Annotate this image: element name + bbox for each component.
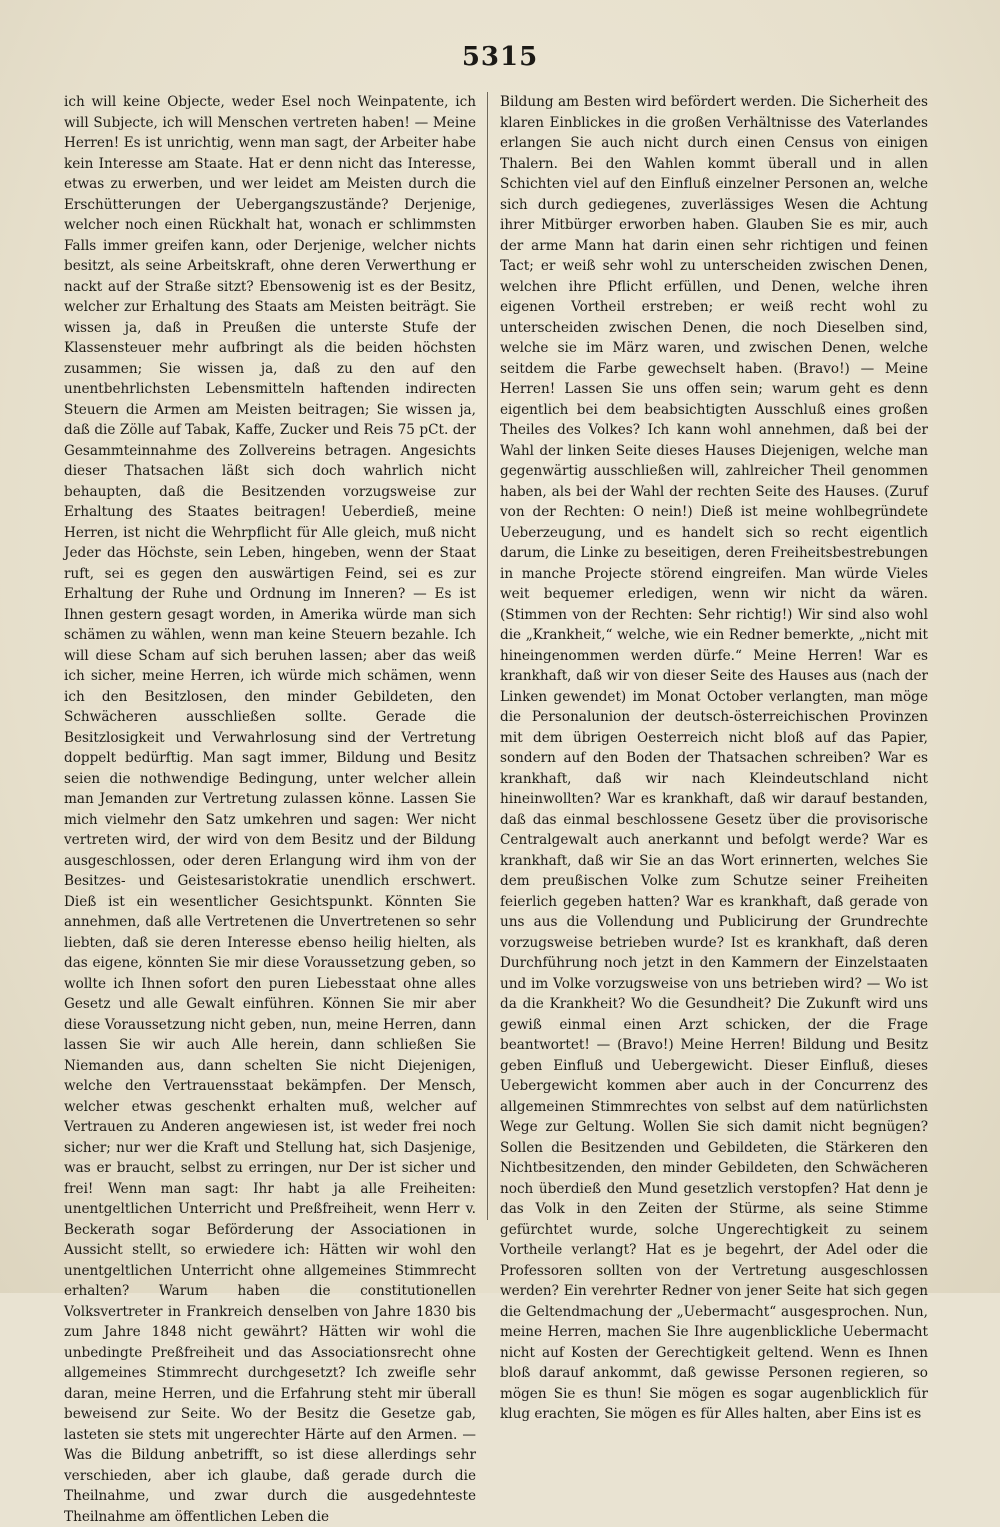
column-divider xyxy=(487,92,488,1220)
right-column-text: Bildung am Besten wird befördert werden. Die Sicherheit des klaren Einblickes in die großen Verhältnisse des Vaterlandes erlangen Sie auch nicht durch einen Census von einigen Thalern. Bei den Wahlen kommt überall und in allen Schichten viel auf den Einfluß einzelner Personen an, welche sich durch gediegenes, zuverlässiges Wesen die Achtung ihrer Mitbürger erworben haben. Glauben Sie es mir, auch der arme Mann hat darin einen sehr richtigen und feinen Tact; er weiß sehr wohl zu unterscheiden zwischen Denen, welchen ihre Pflicht erfüllen, und Denen, welche ihren eigenen Vortheil erstreben; er weiß recht wohl zu unterscheiden zwischen Denen, die noch Dieselben sind, welche sie im März waren, und zwischen Denen, welche seitdem die Farbe gewechselt haben. (Bravo!) — Meine Herren! Lassen Sie uns offen sein; warum geht es denn eigentlich bei dem beabsichtigten Ausschluß eines großen Theiles des Volkes? Ich kann wohl annehmen, daß bei der Wahl der linken Seite dieses Hauses Diejenigen, welche man gegenwärtig ausschließen will, zahlreicher Theil genommen haben, als bei der Wahl der rechten Seite des Hauses. (Zuruf von der Rechten: O nein!) Dieß ist meine wohlbegründete Ueberzeugung, und es handelt sich so recht eigentlich darum, die Linke zu beseitigen, deren Freiheitsbestrebungen in manche Projecte störend eingreifen. Man würde Vieles weit bequemer erledigen, wenn wir nicht da wären. (Stimmen von der Rechten: Sehr richtig!) Wir sind also wohl die „Krankheit,“ welche, wie ein Redner bemerkte, „nicht mit hineingenommen werden dürfe.“ Meine Herren! War es krankhaft, daß wir von dieser Seite des Hauses aus (nach der Linken gewendet) im Monat October verlangten, man möge die Personalunion der deutsch-österreichischen Provinzen mit dem übrigen Oesterreich nicht bloß auf das Papier, sondern auf den Boden der Thatsachen schreiben? War es krankhaft, daß wir nach Kleindeutschland nicht hineinwollten? War es krankhaft, daß wir darauf bestanden, daß das einmal beschlossene Gesetz über die provisorische Centralgewalt auch anerkannt und befolgt werde? War es krankhaft, daß wir Sie an das Wort erinnerten, welches Sie dem preußischen Volke zum Schutze seiner Freiheiten feierlich gegeben hatten? War es krankhaft, daß gerade von uns aus die Vollendung und Publicirung der Grundrechte vorzugsweise betrieben wurde? Ist es krankhaft, daß deren Durchführung noch jetzt in den Kammern der Einzelstaaten und im Volke vorzugsweise von uns betrieben wird? — Wo ist da die Krankheit? Wo die Gesundheit? Die Zukunft wird uns gewiß einmal einen Arzt schicken, der die Frage beantwortet! — (Bravo!) Meine Herren! Bildung und Besitz geben Einfluß und Uebergewicht. Dieser Einfluß, dieses Uebergewicht kommen aber auch in der Concurrenz des allgemeinen Stimmrechtes von selbst auf dem natürlichsten Wege zur Geltung. Wollen Sie sich damit nicht begnügen? Sollen die Besitzenden und Gebildeten, die Stärkeren den Nichtbesitzenden, den minder Gebildeten, den Schwächeren noch überdieß den Mund gesetzlich verstopfen? Hat denn je das Volk in den Zeiten der Stürme, als seine Stimme gefürchtet wurde, solche Ungerechtigkeit zu seinem Vortheile verlangt? Hat es je begehrt, der Adel oder die Professoren sollten von der Vertretung ausgeschlossen werden? Ein verehrter Redner von jener Seite hat sich gegen die Geltendmachung der „Uebermacht“ ausgesprochen. Nun, meine Herren, machen Sie Ihre augenblickliche Uebermacht nicht auf Kosten der Gerechtigkeit geltend. Wenn es Ihnen bloß darauf ankommt, daß gewisse Personen regieren, so mögen Sie es thun! Sie mögen es sogar augenblicklich für klug erachten, Sie mögen es für Alles halten, aber Eins ist es xyxy=(500,94,928,1422)
right-column xyxy=(500,92,928,1422)
left-column-text: ich will keine Objecte, weder Esel noch Weinpatente, ich will Subjecte, ich will Menschen vertreten haben! — Meine Herren! Es ist unrichtig, wenn man sagt, der Arbeiter habe kein Interesse am Staate. Hat er denn nicht das Interesse, etwas zu erwerben, und wer leidet am Meisten durch die Erschütterungen der Uebergangszustände? Derjenige, welcher noch einen Rückhalt hat, wonach er schlimmsten Falls immer greifen kann, oder Derjenige, welcher nichts besitzt, als seine Arbeitskraft, ohne deren Verwerthung er nackt auf der Straße sitzt? Ebensowenig ist es der Besitz, welcher zur Erhaltung des Staats am Meisten beiträgt. Sie wissen ja, daß in Preußen die unterste Stufe der Klassensteuer mehr aufbringt als die beiden höchsten zusammen; Sie wissen ja, daß zu den auf den unentbehrlichsten Lebensmitteln haftenden indirecten Steuern die Armen am Meisten beitragen; Sie wissen ja, daß die Zölle auf Tabak, Kaffe, Zucker und Reis 75 pCt. der Gesammteinnahme des Zollvereins betragen. Angesichts dieser Thatsachen läßt sich doch wahrlich nicht behaupten, daß die Besitzenden vorzugsweise zur Erhaltung des Staates beitragen! Ueberdieß, meine Herren, ist nicht die Wehrpflicht für Alle gleich, muß nicht Jeder das Höchste, sein Leben, hingeben, wenn der Staat ruft, sei es gegen den auswärtigen Feind, sei es zur Erhaltung der Ruhe und Ordnung im Inneren? — Es ist Ihnen gestern gesagt worden, in Amerika würde man sich schämen zu wählen, wenn man keine Steuern bezahle. Ich will diese Scham auf sich beruhen lassen; aber das weiß ich sicher, meine Herren, ich würde mich schämen, wenn ich den Besitzlosen, den minder Gebildeten, den Schwächeren ausschließen sollte. Gerade die Besitzlosigkeit und Verwahrlosung sind der Vertretung doppelt bedürftig. Man sagt immer, Bildung und Besitz seien die nothwendige Bedingung, unter welcher allein man Jemanden zur Vertretung zulassen könne. Lassen Sie mich vielmehr den Satz umkehren und sagen: Wer nicht vertreten wird, der wird von dem Besitz und der Bildung ausgeschlossen, oder deren Erlangung wird ihm von der Besitzes- und Geistesaristokratie unendlich erschwert. Dieß ist ein wesentlicher Gesichtspunkt. Könnten Sie annehmen, daß alle Vertretenen die Unvertretenen so sehr liebten, daß sie deren Interesse ebenso heilig hielten, als das eigene, könnten Sie mir diese Voraussetzung geben, so wollte ich Ihnen sofort den puren Liebesstaat ohne alles Gesetz und alle Gewalt einführen. Können Sie mir aber diese Voraussetzung nicht geben, nun, meine Herren, dann lassen Sie wir auch Alle herein, dann schließen Sie Niemanden aus, dann schelten Sie nicht Diejenigen, welche den Vertrauensstaat bekämpfen. Der Mensch, welcher etwas geschenkt erhalten muß, welcher auf Vertrauen zu Anderen angewiesen ist, ist weder frei noch sicher; nur wer die Kraft und Stellung hat, sich Dasjenige, was er braucht, selbst zu erringen, nur Der ist sicher und frei! Wenn man sagt: Ihr habt ja alle Freiheiten: unentgeltlichen Unterricht und Preßfreiheit, wenn Herr v. Beckerath sogar Beförderung der Associationen in Aussicht stellt, so erwiedere ich: Hätten wir wohl den unentgeltlichen Unterricht ohne allgemeines Stimmrecht erhalten? Warum haben die constitutionellen Volksvertreter in Frankreich denselben von Jahre 1830 bis zum Jahre 1848 nicht gewährt? Hätten wir wohl die unbedingte Preßfreiheit und das Associationsrecht ohne allgemeines Stimmrecht durchgesetzt? Ich zweifle sehr daran, meine Herren, und die Erfahrung steht mir überall beweisend zur Seite. Wo der Besitz die Gesetze gab, lasteten sie stets mit ungerechter Härte auf den Armen. — Was die Bildung anbetrifft, so ist diese allerdings sehr verschieden, aber ich glaube, daß gerade durch die Theilnahme, und zwar durch die ausgedehnteste Theilnahme am öffentlichen Leben die xyxy=(64,94,476,1525)
page-number: 5315 xyxy=(461,42,539,72)
left-column xyxy=(64,92,476,1525)
